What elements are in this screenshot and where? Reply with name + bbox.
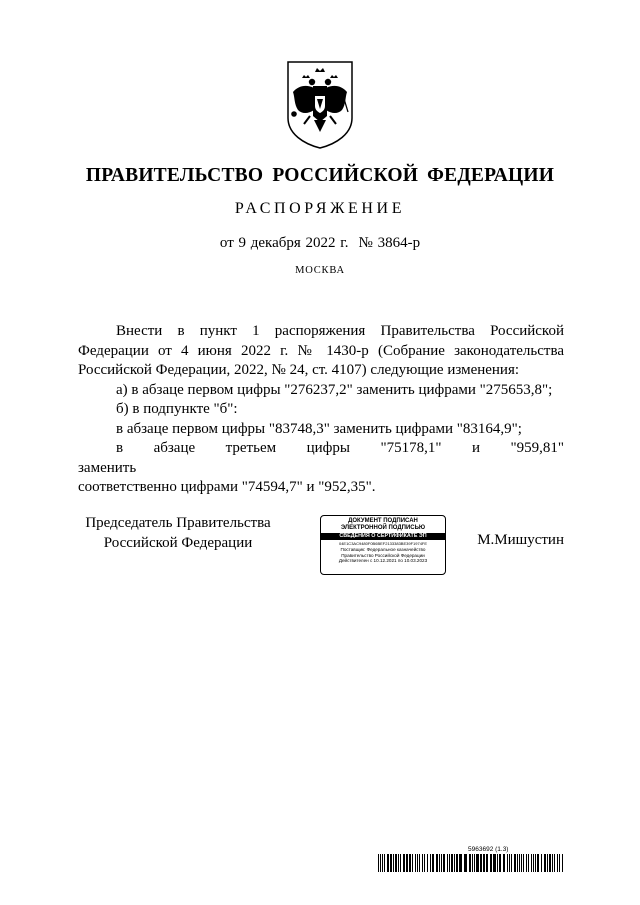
signatory-position-line2: Российской Федерации: [103, 534, 253, 551]
russian-emblem-icon: [284, 58, 356, 150]
stamp-validity: Действителен с 10.12.2021 по 10.03.2023: [338, 558, 428, 564]
document-city: МОСКВА: [295, 265, 345, 276]
body-paragraph-intro: Внести в пункт 1 распоряжения Правительства Российской Федерации от 4 июня 2022 г. № 1430-р (Собрание законодательства Российской Федерации, 2022, № 24, ст. 4107) следующие изменения:: [78, 323, 564, 378]
stamp-supplier-line2: Правительство Российской Федерации: [341, 552, 425, 558]
stamp-line3: СВЕДЕНИЯ О СЕРТИФИКАТЕ ЭП: [321, 533, 445, 540]
barcode-label: 5963692 (1.3): [468, 846, 509, 853]
government-title: ПРАВИТЕЛЬСТВО РОССИЙСКОЙ ФЕДЕРАЦИИ: [85, 165, 555, 186]
document-type: РАСПОРЯЖЕНИЕ: [234, 200, 406, 217]
stamp-supplier-line1: Поставщик: Федеральное казначейство: [340, 547, 426, 552]
electronic-signature-stamp: [320, 515, 446, 575]
stamp-line1: ДОКУМЕНТ ПОДПИСАН: [348, 518, 418, 524]
document-date: от 9 декабря 2022 г.: [219, 235, 349, 251]
stamp-certificate: 04E1C3AC9480F0B6BEF2133383BE39F1974FE: [338, 541, 428, 546]
stamp-line2: ЭЛЕКТРОННОЙ ПОДПИСЬЮ: [340, 525, 426, 531]
document-body: [78, 322, 564, 498]
body-item-b-2-line2: соответственно цифрами "74594,7" и "952,35".: [78, 479, 376, 495]
document-number: № 3864-р: [358, 235, 421, 251]
body-item-b-1: в абзаце первом цифры "83748,3" заменить цифрами "83164,9";: [116, 420, 522, 437]
signatory-position: [78, 514, 278, 553]
body-item-a: а) в абзаце первом цифры "276237,2" заменить цифрами "275653,8";: [116, 381, 553, 398]
barcode-icon: [378, 854, 564, 872]
signatory-position-line1: Председатель Правительства: [85, 515, 271, 531]
document-date-line: [0, 235, 640, 252]
signatory-name: М.Мишустин: [477, 532, 564, 548]
body-item-b-2-line1: в абзаце третьем цифры "75178,1" и "959,81" заменить: [78, 440, 564, 476]
body-item-b: б) в подпункте "б":: [116, 401, 238, 417]
